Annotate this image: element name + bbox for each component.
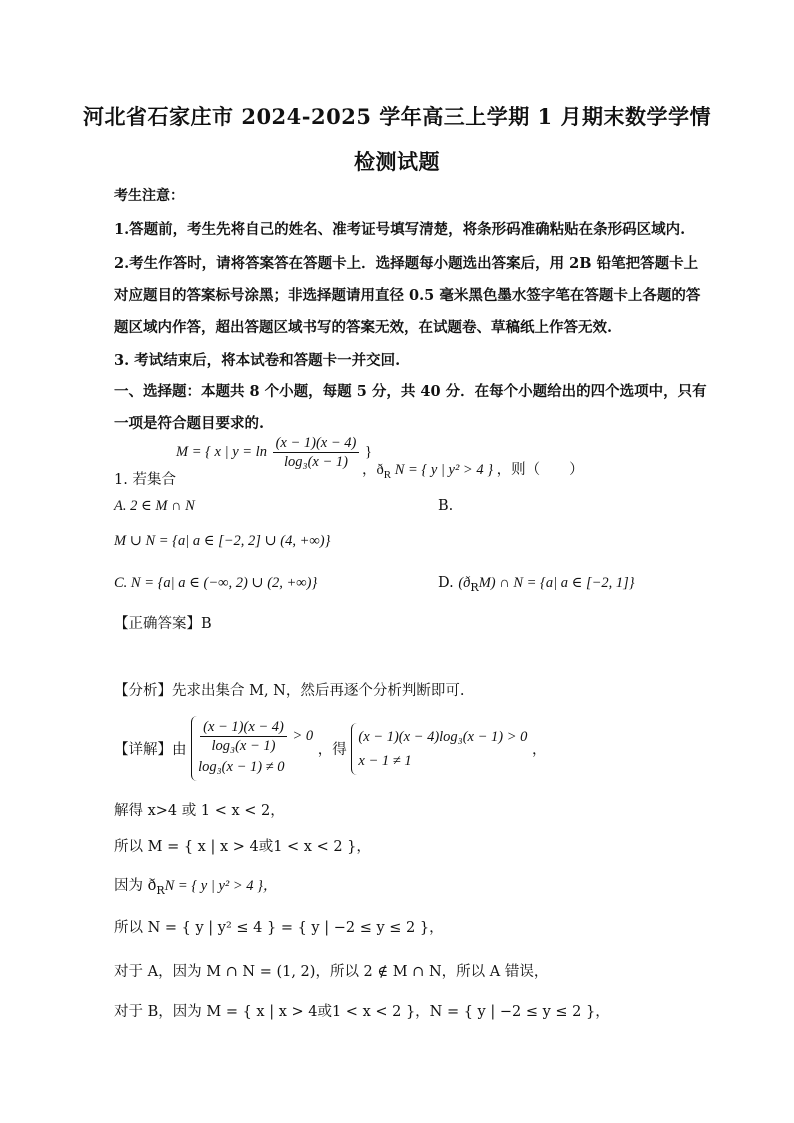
- q1-analysis-label: 【分析】: [114, 683, 172, 699]
- q1-because-body: N = { y | y² > 4 }，: [164, 878, 278, 894]
- notice-item-2-line1: 2.考生作答时，请将答案答在答题卡上．选择题每小题选出答案后，用 2B 铅笔把答题卡上: [114, 255, 699, 272]
- q1-detail-comma: ，: [532, 742, 547, 758]
- q1-so-n: 所以 N = { y | y² ≤ 4 } = { y | −2 ≤ y ≤ 2 }，: [114, 920, 444, 936]
- section1-heading-line1: 一、选择题：本题共 8 个小题，每题 5 分，共 40 分．在每个小题给出的四个选项中，只有: [114, 383, 707, 400]
- q1-option-d-sub: R: [470, 580, 479, 594]
- q1-detail: [114, 716, 547, 781]
- q1-set-n-sub: R: [383, 468, 392, 481]
- notice-item-2-line2: 对应题目的答案标号涂黑；非选择题请用直径 0.5 毫米黑色墨水签字笔在答题卡上各题的答: [114, 287, 701, 304]
- q1-set-m: [176, 434, 372, 471]
- doc-title-line1: 河北省石家庄市 2024-2025 学年高三上学期 1 月期末数学学情: [83, 104, 711, 129]
- q1-set-n-body: N = { y | y² > 4 }: [394, 462, 494, 478]
- q1-option-b: M ∪ N = {a| a ∈ [−2, 2] ∪ (4, +∞)}: [114, 533, 331, 549]
- q1-system1-denominator: log₃(x − 1): [211, 738, 276, 754]
- q1-set-m-close: }: [364, 443, 372, 460]
- q1-detail-system-2: [351, 723, 527, 775]
- q1-answer: 【正确答案】B: [114, 616, 212, 632]
- q1-system1-numerator: (x − 1)(x − 4): [200, 718, 287, 737]
- notice-item-1: 1.答题前，考生先将自己的姓名、准考证号填写清楚，将条形码准确粘贴在条形码区域内.: [114, 221, 686, 238]
- q1-set-m-denominator: log₃(x − 1): [284, 454, 348, 470]
- q1-set-m-fraction: [273, 434, 360, 471]
- q1-system2-row2: x − 1 ≠ 1: [358, 752, 412, 769]
- q1-stem-prefix: 1. 若集合: [114, 472, 176, 488]
- q1-set-n: [362, 458, 584, 481]
- q1-for-a: 对于 A，因为 M ∩ N = (1, 2)，所以 2 ∉ M ∩ N，所以 A 错误，: [114, 964, 549, 980]
- q1-option-d-complement: (ð: [458, 575, 471, 591]
- q1-option-b-label: B.: [438, 498, 454, 514]
- doc-title-line2: 检测试题: [354, 149, 440, 174]
- q1-option-a: A. 2 ∈ M ∩ N: [114, 498, 195, 514]
- q1-option-d-body: M) ∩ N = {a| a ∈ [−2, 1]}: [478, 575, 635, 591]
- q1-detail-get: ，得: [317, 742, 347, 758]
- q1-because-sub: R: [156, 883, 165, 897]
- q1-for-b: 对于 B，因为 M = { x | x > 4或1 < x < 2 }，N = { y | −2 ≤ y ≤ 2 }，: [114, 1004, 610, 1020]
- q1-system1-row2: log₃(x − 1) ≠ 0: [198, 759, 285, 775]
- q1-solve: 解得 x>4 或 1 < x < 2，: [114, 803, 285, 819]
- q1-detail-system-1: [191, 716, 313, 781]
- q1-system1-relation: > 0: [292, 727, 314, 744]
- notice-heading: 考生注意：: [114, 188, 184, 204]
- q1-system2-row1: (x − 1)(x − 4)log₃(x − 1) > 0: [358, 728, 528, 745]
- q1-so-m: 所以 M = { x | x > 4或1 < x < 2 }，: [114, 839, 371, 855]
- q1-set-m-head: M = { x | y = ln: [176, 443, 267, 460]
- q1-option-d: [438, 575, 635, 594]
- q1-system1-fraction: [200, 718, 287, 755]
- q1-system1-row1: [198, 718, 313, 755]
- q1-option-d-label: D.: [438, 575, 454, 591]
- q1-detail-label: 【详解】由: [114, 742, 187, 758]
- q1-ask: ，则（ ）: [496, 462, 584, 478]
- q1-set-m-numerator: (x − 1)(x − 4): [273, 434, 360, 453]
- notice-item-3: 3. 考试结束后，将本试卷和答题卡一并交回.: [114, 352, 401, 369]
- section1-heading-line2: 一项是符合题目要求的.: [114, 415, 265, 432]
- q1-set-n-complement: ，ð: [362, 462, 384, 478]
- q1-because: [114, 874, 277, 897]
- q1-analysis: [114, 679, 464, 700]
- q1-because-prefix: 因为 ð: [114, 878, 157, 894]
- q1-analysis-text: 先求出集合 M, N，然后再逐个分析判断即可.: [172, 683, 465, 699]
- q1-option-c: C. N = {a| a ∈ (−∞, 2) ∪ (2, +∞)}: [114, 575, 318, 591]
- notice-item-2-line3: 题区域内作答，超出答题区域书写的答案无效，在试题卷、草稿纸上作答无效.: [114, 319, 613, 336]
